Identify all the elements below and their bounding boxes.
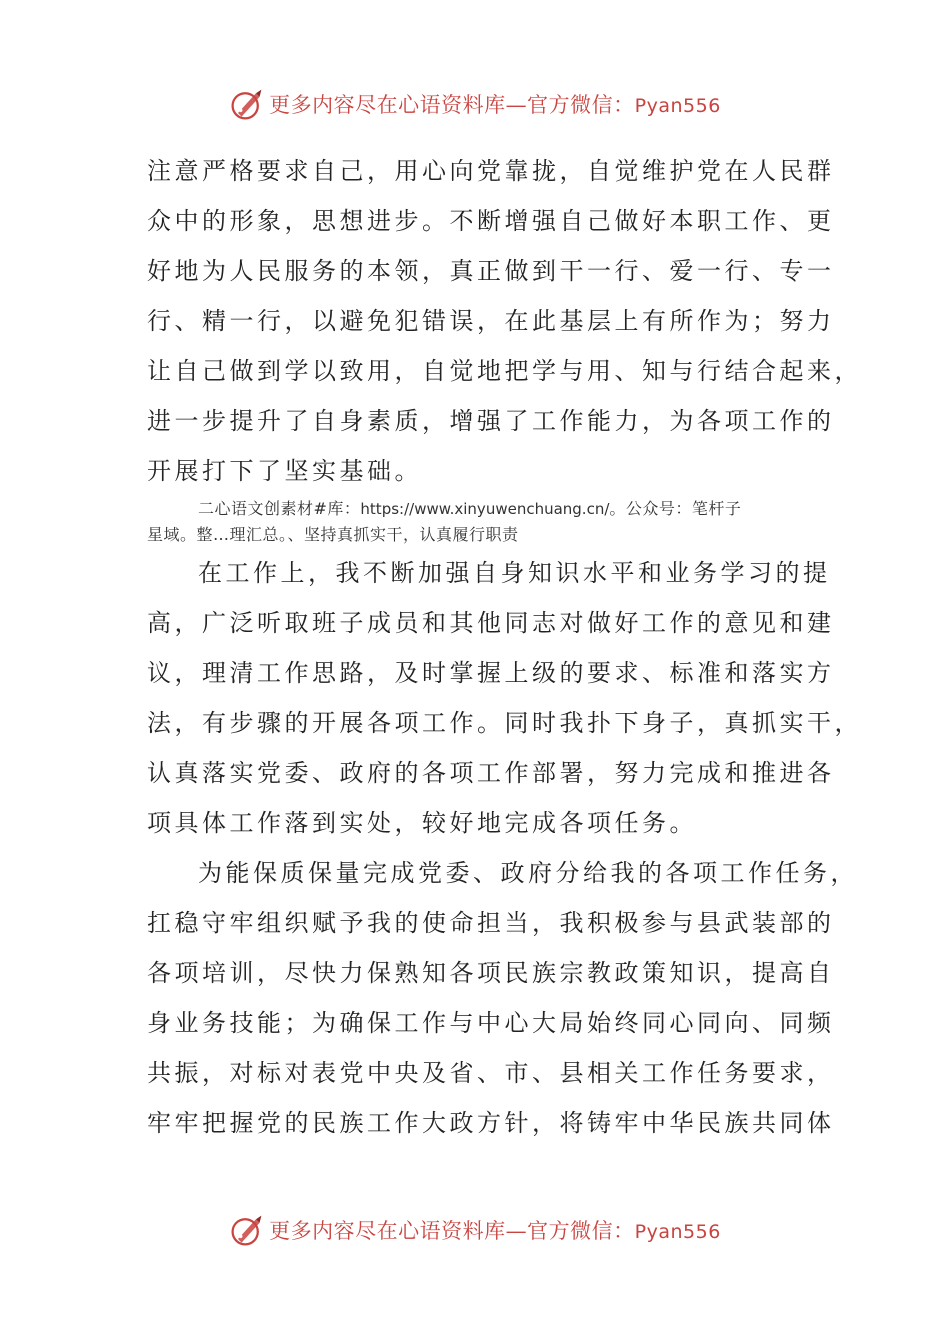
header-banner-text: 更多内容尽在心语资料库—官方微信：Pyan556 xyxy=(269,93,721,117)
text-line: 议，理清工作思路，及时掌握上级的要求、标准和落实方 xyxy=(147,659,835,687)
text-line: 行、精一行，以避免犯错误，在此基层上有所作为；努力 xyxy=(147,307,835,335)
footer-wechat-id: Pyan556 xyxy=(634,1221,721,1243)
text-line: 牢牢把握党的民族工作大政方针，将铸牢中华民族共同体 xyxy=(147,1109,835,1137)
text-line: 众中的形象，思想进步。不断增强自己做好本职工作、更 xyxy=(147,207,835,235)
footer-banner-text: 更多内容尽在心语资料库—官方微信：Pyan556 xyxy=(269,1219,721,1243)
text-line: 好地为人民服务的本领，真正做到干一行、爱一行、专一 xyxy=(147,257,835,285)
text-line: 身业务技能；为确保工作与中心大局始终同心同向、同频 xyxy=(147,1009,835,1037)
source-note-line-1 xyxy=(147,496,807,522)
paragraph-2 xyxy=(147,548,862,848)
document-body xyxy=(147,146,862,1148)
text-line: 为能保质保量完成党委、政府分给我的各项工作任务， xyxy=(198,859,858,887)
note-prefix: 二心语文创素材#库： xyxy=(198,499,361,518)
text-line: 共振，对标对表党中央及省、市、县相关工作任务要求， xyxy=(147,1059,835,1087)
text-line: 各项培训，尽快力保熟知各项民族宗教政策知识，提高自 xyxy=(147,959,835,987)
note-suffix: 。公众号：笔杆子 xyxy=(609,499,742,518)
header-wechat-id: Pyan556 xyxy=(634,95,721,117)
text-line: 扛稳守牢组织赋予我的使命担当，我积极参与县武装部的 xyxy=(147,909,835,937)
pen-logo-icon xyxy=(229,1212,265,1248)
paragraph-3 xyxy=(147,848,858,1148)
text-line: 法，有步骤的开展各项工作。同时我扑下身子，真抓实干， xyxy=(147,709,862,737)
footer-banner xyxy=(0,1210,950,1250)
source-note-line-2: 星域。整…理汇总。、坚持真抓实干，认真履行职责 xyxy=(147,525,519,544)
source-note xyxy=(147,496,807,548)
text-line: 开展打下了坚实基础。 xyxy=(147,457,422,485)
note-url: https://www.xinyuwenchuang.cn/ xyxy=(360,500,610,518)
text-line: 项具体工作落到实处，较好地完成各项任务。 xyxy=(147,809,697,837)
paragraph-1 xyxy=(147,146,862,496)
header-banner xyxy=(0,84,950,124)
text-line: 进一步提升了自身素质，增强了工作能力，为各项工作的 xyxy=(147,407,835,435)
pen-logo-icon xyxy=(229,86,265,122)
text-line: 高，广泛听取班子成员和其他同志对做好工作的意见和建 xyxy=(147,609,835,637)
text-line: 认真落实党委、政府的各项工作部署，努力完成和推进各 xyxy=(147,759,835,787)
text-line: 让自己做到学以致用，自觉地把学与用、知与行结合起来， xyxy=(147,357,862,385)
text-line: 在工作上，我不断加强自身知识水平和业务学习的提 xyxy=(198,559,831,587)
text-line: 注意严格要求自己，用心向党靠拢，自觉维护党在人民群 xyxy=(147,157,835,185)
